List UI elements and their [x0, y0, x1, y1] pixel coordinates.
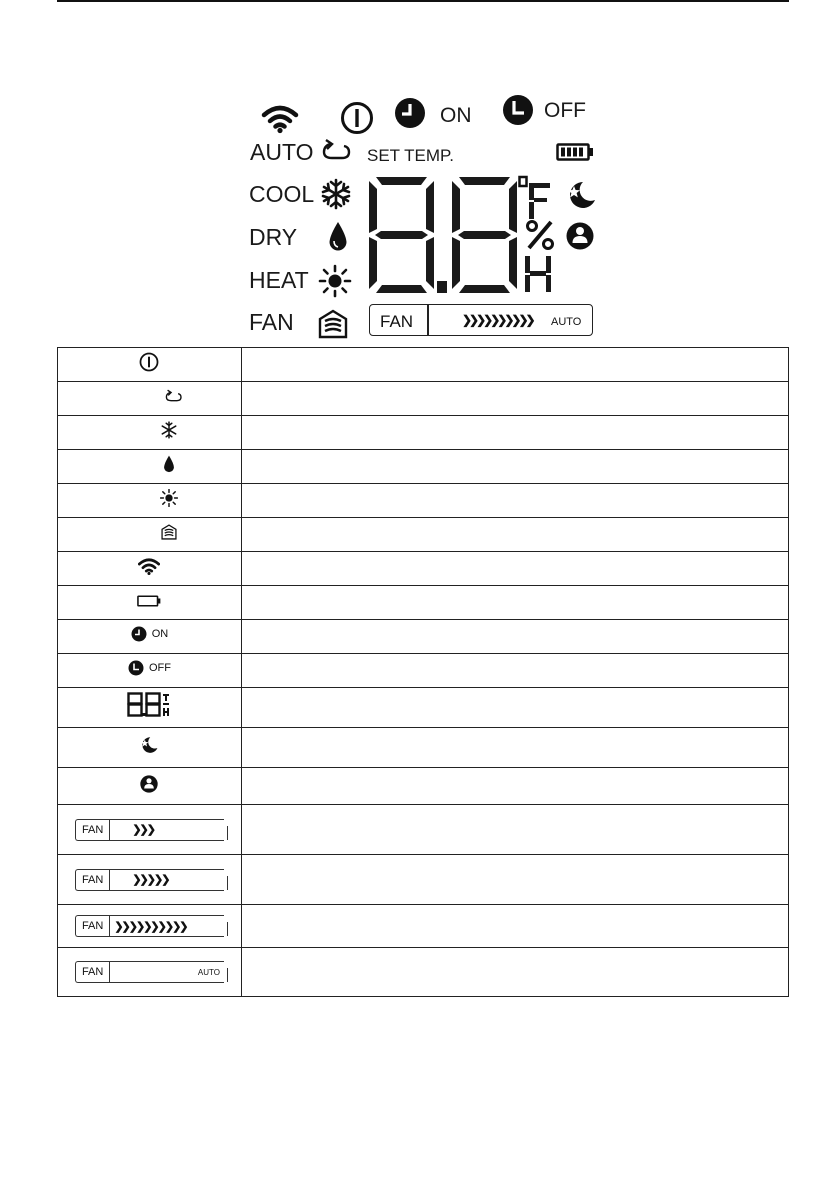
table-row: [58, 586, 789, 620]
auto-mode-icon: [322, 138, 352, 162]
fan-bar-auto-label: AUTO: [197, 967, 220, 977]
timer-off-icon: [502, 94, 534, 126]
hour-h-icon: [525, 256, 551, 292]
legend-icon-cell: [58, 948, 242, 997]
table-row: [58, 688, 789, 728]
fan-bar-arrows: ❯❯❯❯❯: [132, 874, 169, 886]
table-row: [58, 348, 789, 382]
legend-icon-cell: [58, 416, 242, 450]
fahrenheit-icon: [518, 175, 552, 219]
auto-mode-icon: [165, 389, 183, 403]
timer-on-icon: [131, 626, 147, 642]
temperature-digits: [369, 177, 527, 294]
sleep-icon: [566, 180, 596, 210]
fan-bar-arrows: ❯❯❯: [132, 824, 154, 836]
legend-description: [241, 518, 788, 552]
legend-icon-cell: [58, 905, 242, 948]
water-drop-icon: [328, 221, 348, 252]
person-icon: [566, 222, 594, 250]
humidity-percent-icon: [525, 220, 555, 250]
lcd-display: [240, 90, 600, 340]
wifi-icon: [138, 558, 160, 575]
legend-description: [241, 688, 788, 728]
fan-bar-auto: [75, 961, 224, 983]
fan-bar-divider: [427, 305, 429, 335]
auto-mode-label: AUTO: [250, 139, 314, 165]
legend-icon-cell: [58, 484, 242, 518]
fan-bar-label: FAN: [76, 962, 110, 982]
legend-description: [241, 620, 788, 654]
table-row: [58, 905, 789, 948]
fan-mode-icon: [318, 309, 348, 339]
timer-off-label: OFF: [148, 662, 171, 674]
person-icon: [140, 775, 158, 793]
heat-mode-label: HEAT: [249, 267, 309, 293]
fan-speed-bar: [369, 304, 593, 336]
timer-on-icon: [394, 97, 426, 129]
fan-bar-low: [75, 819, 224, 841]
set-temp-label: SET TEMP.: [367, 146, 454, 165]
legend-description: [241, 948, 788, 997]
fan-bar-medium: [75, 869, 224, 891]
legend-icon-cell: [58, 728, 242, 768]
legend-icon-cell: [58, 620, 242, 654]
fan-bar-high: [75, 915, 224, 937]
fan-bar-label: FAN: [76, 820, 110, 840]
legend-description: [241, 552, 788, 586]
table-row: [58, 416, 789, 450]
fan-bar-arrows: ❯❯❯❯❯❯❯❯❯❯: [462, 313, 533, 327]
fan-mode-label: FAN: [249, 309, 294, 335]
legend-description: [241, 855, 788, 905]
power-icon: [340, 101, 374, 135]
legend-icon-cell: [58, 382, 242, 416]
timer-off-icon: [128, 660, 144, 676]
power-icon: [139, 352, 159, 372]
legend-icon-cell: [58, 586, 242, 620]
legend-icon-cell: [58, 450, 242, 484]
table-row: [58, 805, 789, 855]
wifi-icon: [262, 105, 298, 133]
legend-icon-cell: [58, 654, 242, 688]
table-row: [58, 728, 789, 768]
legend-description: [241, 484, 788, 518]
table-row: [58, 450, 789, 484]
table-row: [58, 518, 789, 552]
fan-bar-arrows: ❯❯❯❯❯❯❯❯❯❯: [114, 920, 187, 933]
legend-description: [241, 905, 788, 948]
fan-bar-label: FAN: [380, 312, 414, 331]
battery-icon: [137, 595, 161, 607]
fan-bar-auto: AUTO: [551, 316, 582, 328]
legend-description: [241, 805, 788, 855]
fan-bar-label: FAN: [76, 870, 110, 890]
timer-on-label: ON: [440, 104, 472, 127]
legend-description: [241, 728, 788, 768]
timer-on-label: ON: [151, 628, 169, 640]
table-row: [58, 382, 789, 416]
table-row: [58, 484, 789, 518]
table-row: [58, 948, 789, 997]
legend-icon-cell: [58, 552, 242, 586]
legend-icon-cell: [58, 518, 242, 552]
legend-icon-cell: [58, 688, 242, 728]
legend-icon-cell: [58, 805, 242, 855]
dry-mode-label: DRY: [249, 224, 298, 250]
cool-mode-label: COOL: [249, 181, 315, 207]
battery-icon: [556, 143, 594, 161]
fan-mode-icon: [161, 524, 177, 540]
digits-icon: [127, 692, 171, 718]
legend-icon-cell: [58, 855, 242, 905]
table-row: [58, 855, 789, 905]
table-row: [58, 768, 789, 805]
fan-bar-label: FAN: [76, 916, 110, 936]
legend-icon-cell: [58, 348, 242, 382]
legend-icon-cell: [58, 768, 242, 805]
table-row: [58, 654, 789, 688]
legend-description: [241, 382, 788, 416]
legend-description: [241, 586, 788, 620]
water-drop-icon: [163, 455, 175, 473]
snowflake-icon: [320, 178, 352, 210]
legend-description: [241, 450, 788, 484]
legend-description: [241, 768, 788, 805]
legend-table: [57, 347, 789, 997]
legend-description: [241, 416, 788, 450]
table-row: [58, 620, 789, 654]
legend-description: [241, 348, 788, 382]
sleep-icon: [140, 736, 158, 754]
table-row: [58, 552, 789, 586]
sun-icon: [160, 489, 178, 507]
legend-description: [241, 654, 788, 688]
top-rule: [57, 0, 789, 2]
sun-icon: [319, 265, 351, 297]
snowflake-icon: [160, 421, 178, 439]
timer-off-label: OFF: [544, 99, 586, 122]
